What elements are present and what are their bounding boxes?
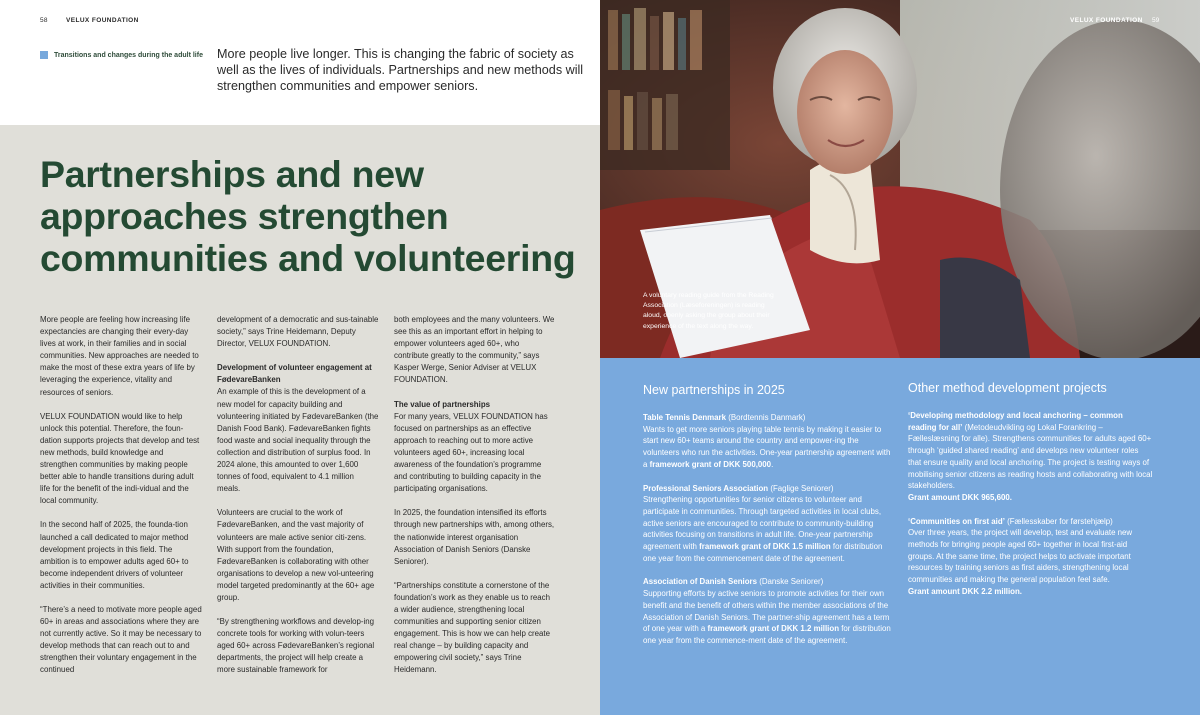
subheading: Development of volunteer engagement at FødevareBanken [217, 363, 372, 385]
project-item [908, 410, 1153, 504]
item-grant: Grant amount DKK 2.2 million. [908, 586, 1022, 596]
brand-left: VELUX FOUNDATION [66, 17, 139, 24]
page-number-right: 59 [1152, 17, 1160, 24]
item-name: Association of Danish Seniors [643, 577, 757, 587]
item-tail: for distribution one year from the commencement date of the agreement. [643, 542, 883, 563]
item-alt-name: (Metodeudvikling og Lokal Forankring – Fælleslæsning for alle). [908, 422, 1103, 444]
text-column-3 [394, 314, 556, 689]
partnerships-column [643, 383, 895, 659]
text-column-1 [40, 314, 202, 689]
page-title: Partnerships and new approaches strengthen communities and volunteering [40, 153, 576, 279]
paragraph: In the second half of 2025, the founda-tion launched a call dedicated to major method development projects in this field. The ambition is to empower adults aged 60+ to become independent drivers of volunteer activities in their communities. [40, 520, 189, 590]
text-column-2 [217, 314, 379, 689]
section-tag-label: Transitions and changes during the adult life [54, 51, 203, 59]
item-name: Table Tennis Denmark [643, 413, 727, 422]
paragraph: “There’s a need to motivate more people aged 60+ in areas and associations where they are not currently active. So it may be necessary to develop methods that can reach out to and strengthen their voluntary engagement in the continued [40, 604, 202, 675]
photo-caption: A voluntary reading guide from the Reading Association (Læseforeningen) is reading aloud, openly asking the group about their experience of the text along the way. [643, 292, 774, 330]
page-number-left: 58 [40, 17, 48, 24]
paragraph: In 2025, the foundation intensified its efforts through new partnerships with, among others, the nationwide interest organisation Association of Danish Seniors (Danske Seniorer). [394, 508, 555, 566]
paragraph: Volunteers are crucial to the work of FødevareBanken, and the vast majority of volunteers are male active senior citi-zens. With support from the foundation, FødevareBanken is collaborating with other organisations to develop a new vol-unteering model targeted predominantly at the 60+ age group. [217, 508, 375, 602]
item-body: Over three years, the project will develop, test and evaluate new methods for bringing people aged 60+ together in local first-aid groups. At the same time, the project helps to activate important resources by training seniors as first aiders, strengthening local communities and making the general population feel safe. [908, 528, 1133, 585]
item-tail: . [771, 459, 774, 469]
paragraph: both employees and the many volunteers. We see this as an important effort in helping to empower volunteers aged 60+, who contribute greatly to the community,” says Kasper Werge, Senior Adviser at VELUX FOUNDATION. [394, 315, 555, 385]
section-heading: Other method development projects [908, 381, 1107, 395]
paragraph: More people are feeling how increasing life expectancies are changing their every-day lives at work, in their families and in social communities. New approaches are needed to make the most of these extra years of life by leveraging the experience, vitality and resources of seniors. [40, 315, 199, 397]
paragraph: “By strengthening workflows and develop-ing concrete tools for working with volun-teers aged 60+ across FødevareBanken’s regional departments, the project will help create a more sustainable framework for [217, 617, 375, 675]
item-grant: Grant amount DKK 965,600. [908, 492, 1012, 502]
project-item [908, 516, 1153, 598]
section-marker-icon [40, 51, 48, 59]
subheading: The value of partnerships [394, 399, 491, 409]
partnership-item [643, 412, 895, 471]
item-alt-name: (Fællesskaber for førstehjælp) [1004, 516, 1113, 526]
partnership-item [643, 483, 895, 565]
item-grant: framework grant of DKK 1.2 million [707, 624, 840, 634]
item-grant: framework grant of DKK 500,000 [649, 459, 772, 469]
item-alt-name: (Danske Seniorer) [757, 577, 824, 587]
item-alt-name: (Faglige Seniorer) [768, 483, 834, 493]
paragraph: development of a democratic and sus-tainable society,” says Trine Heidemann, Deputy Director, VELUX FOUNDATION. [217, 315, 379, 349]
paragraph: For many years, VELUX FOUNDATION has focused on partnerships as an effective approach to reaching out to more active volunteers aged 60+, increasing local awareness of the foundation’s programme and contributing to building capacity in the participating organisations. [394, 411, 548, 494]
item-name: ‘Developing methodology and local anchoring – common reading for all’ [908, 411, 1123, 432]
item-body: Wants to get more seniors playing table tennis by making it easier to start new 60+ teams around the country and empower-ing the volunteers who run the activities. One-year partnership agreement with a [643, 424, 891, 469]
item-body: Supporting efforts by active seniors to promote activities for their own benefit and the benefit of others within the member associations of the Association of Danish Seniors. The partner-ship agreement has a term of one year with a [643, 589, 890, 634]
partnership-item [643, 576, 895, 646]
section-heading: New partnerships in 2025 [643, 383, 785, 397]
item-grant: framework grant of DKK 1.5 million [699, 542, 831, 552]
item-alt-name: (Bordtennis Danmark) [726, 413, 806, 422]
section-tag [40, 51, 203, 59]
paragraph: “Partnerships constitute a cornerstone of the foundation’s work as they enable us to reach a wider audience, strengthening local communities and supporting senior citizen engagement. This is how we can help create real change – by building capacity and empowering civil society,” says Trine Heidemann. [394, 580, 551, 675]
paragraph: An example of this is the development of a new model for capacity building and volunteering initiated by FødevareBanken (the Danish Food Bank). FødevareBanken fights food waste and social inequality through the collection and distribution of surplus food. In 2024 alone, this amounted to over 1,600 tonnes of food, equivalent to 4.1 million meals. [217, 387, 379, 494]
intro-text: More people live longer. This is changing the fabric of society as well as the lives of individuals. Partnerships and new methods will strengthen communities and empower seniors. [217, 47, 584, 93]
brand-right: VELUX FOUNDATION [1070, 17, 1143, 24]
item-tail: for distribution one year from the commence-ment date of the agreement. [643, 624, 891, 645]
item-name: Professional Seniors Association [643, 483, 769, 493]
paragraph: VELUX FOUNDATION would like to help unlock this potential. Therefore, the foun-dation supports projects that develop and test new methods, build knowledge and strengthen communities by making people better able to handle transitions during adult life for the benefit of the indi-vidual and the local community. [40, 411, 200, 506]
item-body: Strengthens communities for adults aged 60+ through ‘guided shared reading’ and develops new volunteer roles that ensure quality and local anchoring. The project is testing ways of mobilising senior citizens as reading hosts and collaborating with local stakeholders. [908, 434, 1153, 491]
item-body: Strengthening opportunities for senior citizens to volunteer and participate in communities. Through targeted activities in local clubs, active seniors are encouraged to contribute to community-building activities focusing on transitions in adult life. One-year partnership agreement with [643, 495, 882, 552]
other-projects-column [908, 381, 1153, 610]
item-name: ‘Communities on first aid’ [908, 516, 1005, 526]
